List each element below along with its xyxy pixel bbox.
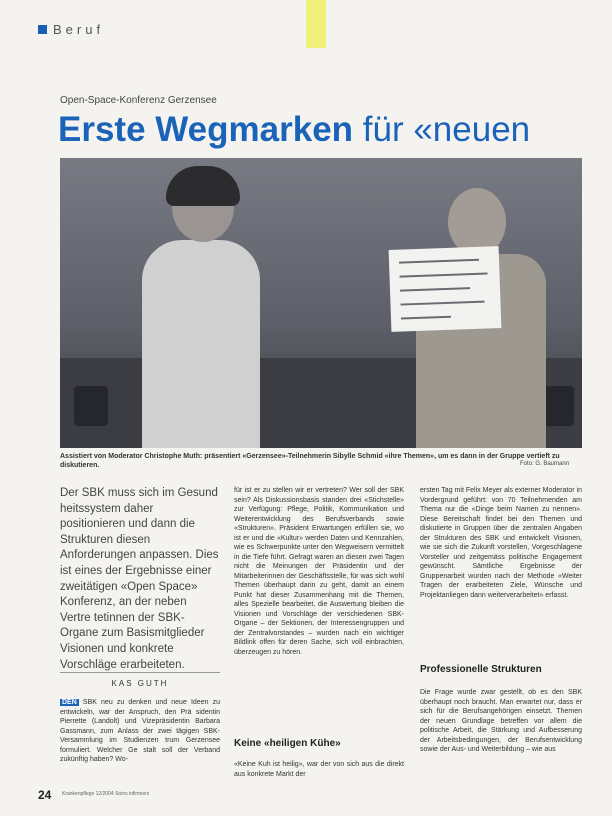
headline-rest: für «neuen <box>353 110 531 149</box>
photo-credit: Foto: G. Baumann <box>520 461 570 467</box>
page-number: 24 <box>38 788 52 802</box>
article-headline <box>58 108 612 152</box>
subheading-sacred-cows: Keine «heiligen Kühe» <box>234 738 341 749</box>
photo-caption: Assistiert von Moderator Christophe Muth: präsentiert «Gerzensee»-Teilnehmerin Sibylle Schmid «ihre Themen», um es dann in der Gruppe vertieft zu diskutieren. <box>60 453 560 469</box>
page-folio: Krankenpflege 12/2004 Soins infirmiers <box>62 791 150 797</box>
body-column-middle: für ist er zu stellen wir er vertreten? Wer soll der SBK sein? Als Diskussionsbasis standen drei «Stichstelle» zur Verfügung: Pflege, Politik, Kommunikation und Weiterentwicklung des Berufsverbands sowie «Strukturen». Präsident Erwartungen erfüllen sie, wo ist er und die «Kultur» werden Daten und Kennzahlen, wie es Schwerpunkte unter den Wegweisern vermittelt in die Tiefe führt. Gefragt waren an diesen zwei Tagen nicht die Meinungen der Präsidentin und der Mitarbeiterinnen der Geschäftsstelle, für was sich wohl Themen überhaupt darin zu geht, damit an einem Punkt hat dieser Zusammenhang mit die Themen, alles Spezielle bearbeitet, die Auswertung bleiben die Visionen und Vorschläge der verschiedenen SBK-Organe – der Sektionen, der Interessengruppen und der Zentralvorstandes – wurden nach ein wichtiger Bildlink offen für deren Sache, sich voll einbrachten, überzeugen zu hören. <box>234 487 404 656</box>
photo-handwritten-sheet <box>389 246 502 332</box>
article-photo <box>60 158 582 448</box>
body-text-left: SBK neu zu denken und neue Ideen zu entwickeln, war der Anspruch, den Prä sidentin Pierrette (Landolt) und Vizepräsidentin Barbara Gassmann, zum Anlass der zwei tägigen SBK-Versammlung im Studienzen trum Gerzensee formuliert. Welcher Ge stalt soll der Verband zukünftig haben? Wo- <box>60 699 220 763</box>
body-column-middle-continued: «Keine Kuh ist heilig», war der von sich aus die direkt aus konkrete Markt der <box>234 761 404 778</box>
subheading-professional-structures: Professionelle Strukturen <box>420 664 542 675</box>
photo-woman <box>142 240 260 448</box>
body-dropcap: DEN <box>62 699 77 706</box>
article-lead: Der SBK muss sich im Gesund heitssystem daher positionieren und dann die Strukturen diesen Anforderungen anpassen. Dies ist eines der Ergebnisse einer zweitätigen «Open Space» Konferenz, an der neben Vertre tetinnen der SBK-Organe zum Basismitglieder Visionen und konkrete Vorschläge erarbeiteten. <box>60 487 219 671</box>
section-marker-icon <box>38 25 47 34</box>
body-column-right-continued: Die Frage wurde zwar gestellt, ob es den SBK überhaupt noch braucht. Man erwartet nur, dass er sich für die Berufsangehörigen einsetzt. Themen der neuen Grundlage betreffen vor allem die politische Arbeit, die Stärkung und Aufbesserung der Arbeitsbedingungen, der Berufsentwicklung sowie der Aus- und Weiterbildung – wie aus <box>420 689 582 753</box>
body-column-left <box>60 698 220 765</box>
article-kicker: Open-Space-Konferenz Gerzensee <box>60 95 217 106</box>
section-header <box>38 22 104 37</box>
photo-chair <box>74 386 108 426</box>
body-column-right: ersten Tag mit Felix Meyer als externer Moderator in Vordergrund geführt: von 70 Teilnehmenden am Thema nur die «Dinge beim Namen zu nennen». Diese Bereitschaft findet bei den Themen und diskutierte in Gruppen über die zentralen Angaben der Strukturen des SBK und entwickelt Visionen, wie sie sich die Zukunft vorstellen, Vorgeschlagene Vorsteller und zeitgemäss politische Engagement gewünscht. Sämtliche Ergebnisse der Gruppenarbeit wurden nach der Methode «Weiter Tragen der erarbeiteten Ziele, Wünsche und Projektanliegen dann weiterverarbeitet» erfasst. <box>420 487 582 599</box>
author-box <box>60 672 220 688</box>
yellow-sticky-tab <box>306 0 326 48</box>
section-label: Beruf <box>53 22 105 37</box>
headline-bold: Erste Wegmarken <box>58 110 354 149</box>
article-author: KAS GUTH <box>111 679 169 688</box>
